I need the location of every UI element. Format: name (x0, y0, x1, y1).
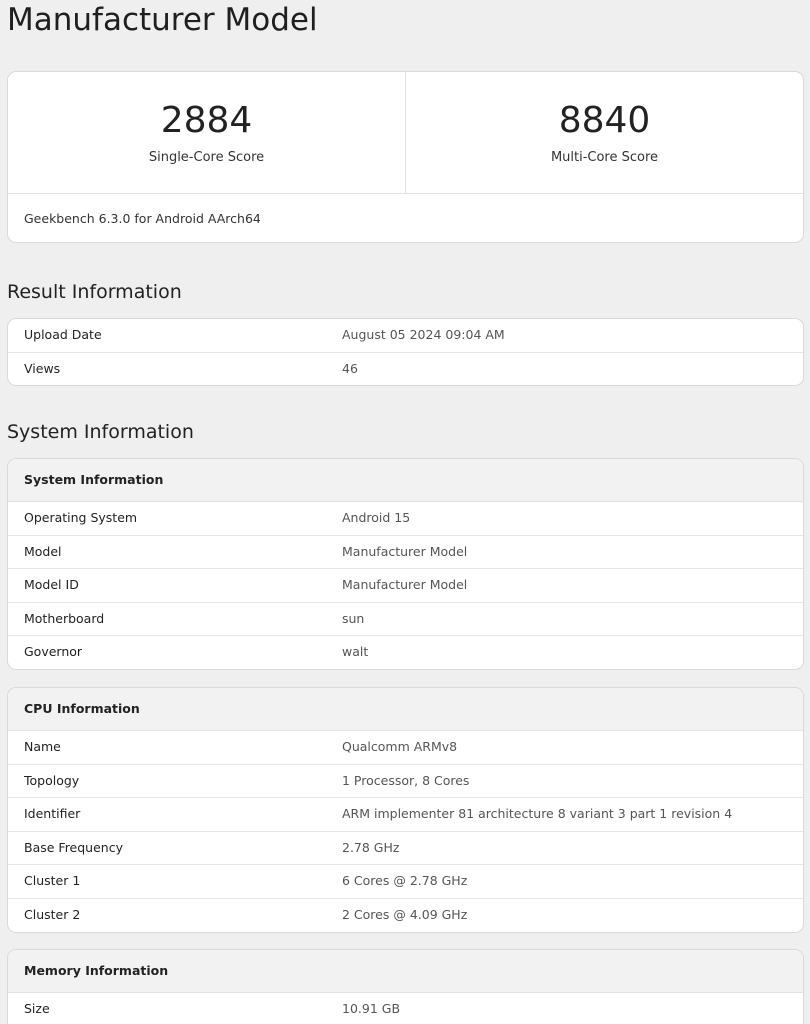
row-value: 2.78 GHz (342, 839, 400, 855)
table-row (8, 319, 803, 353)
row-value: ARM implementer 81 architecture 8 variant 3 part 1 revision 4 (342, 806, 733, 822)
row-key: Base Frequency (24, 839, 123, 855)
table-title: Memory Information (8, 950, 803, 993)
row-key: Governor (24, 644, 83, 660)
table-row (8, 765, 803, 799)
row-key: Cluster 1 (24, 873, 81, 889)
row-value: sun (342, 610, 365, 626)
row-key: Model (24, 543, 62, 559)
row-key: Upload Date (24, 327, 102, 342)
table-row (8, 798, 803, 832)
row-value: Android 15 (342, 510, 411, 525)
multi-core-score-label: Multi-Core Score (550, 150, 659, 165)
row-key: Operating System (24, 510, 138, 525)
table-title: CPU Information (8, 688, 803, 731)
row-value: 6 Cores @ 2.78 GHz (342, 873, 468, 889)
row-key: Topology (24, 772, 80, 788)
table-row (8, 865, 803, 899)
row-key: Size (24, 1001, 50, 1016)
single-core-score (8, 72, 405, 193)
row-key: Motherboard (24, 610, 105, 626)
memory-information-table (7, 949, 804, 1024)
cpu-information-table (7, 687, 804, 933)
score-card (7, 71, 804, 243)
row-value: 46 (342, 360, 358, 376)
row-value: 2 Cores @ 4.09 GHz (342, 906, 468, 922)
row-key: Cluster 2 (24, 906, 81, 922)
row-value: Manufacturer Model (342, 577, 468, 593)
table-row (8, 993, 803, 1024)
row-value: walt (342, 644, 369, 660)
table-row (8, 502, 803, 536)
row-value: 1 Processor, 8 Cores (342, 772, 470, 788)
result-information-heading: Result Information (7, 281, 182, 303)
scores-row (8, 72, 803, 194)
page-title: Manufacturer Model (7, 2, 318, 38)
table-row (8, 899, 803, 932)
row-key: Name (24, 739, 61, 754)
table-row (8, 603, 803, 637)
single-core-score-label: Single-Core Score (148, 150, 265, 165)
table-row (8, 353, 803, 386)
single-core-score-value: 2884 (160, 100, 253, 141)
table-row (8, 569, 803, 603)
row-key: Identifier (24, 806, 81, 822)
row-value: August 05 2024 09:04 AM (342, 327, 505, 342)
row-key: Views (24, 360, 61, 376)
multi-core-score-value: 8840 (558, 100, 651, 141)
result-information-table (7, 318, 804, 386)
row-value: 10.91 GB (342, 1001, 401, 1016)
table-title: System Information (8, 459, 803, 502)
table-row (8, 536, 803, 570)
multi-core-score (405, 72, 803, 193)
row-value: Qualcomm ARMv8 (342, 739, 458, 754)
system-information-heading: System Information (7, 421, 194, 443)
row-key: Model ID (24, 577, 79, 593)
row-value: Manufacturer Model (342, 543, 468, 559)
table-row (8, 731, 803, 765)
table-row (8, 832, 803, 866)
system-information-table (7, 458, 804, 670)
benchmark-version: Geekbench 6.3.0 for Android AArch64 (24, 211, 261, 226)
table-row (8, 636, 803, 669)
